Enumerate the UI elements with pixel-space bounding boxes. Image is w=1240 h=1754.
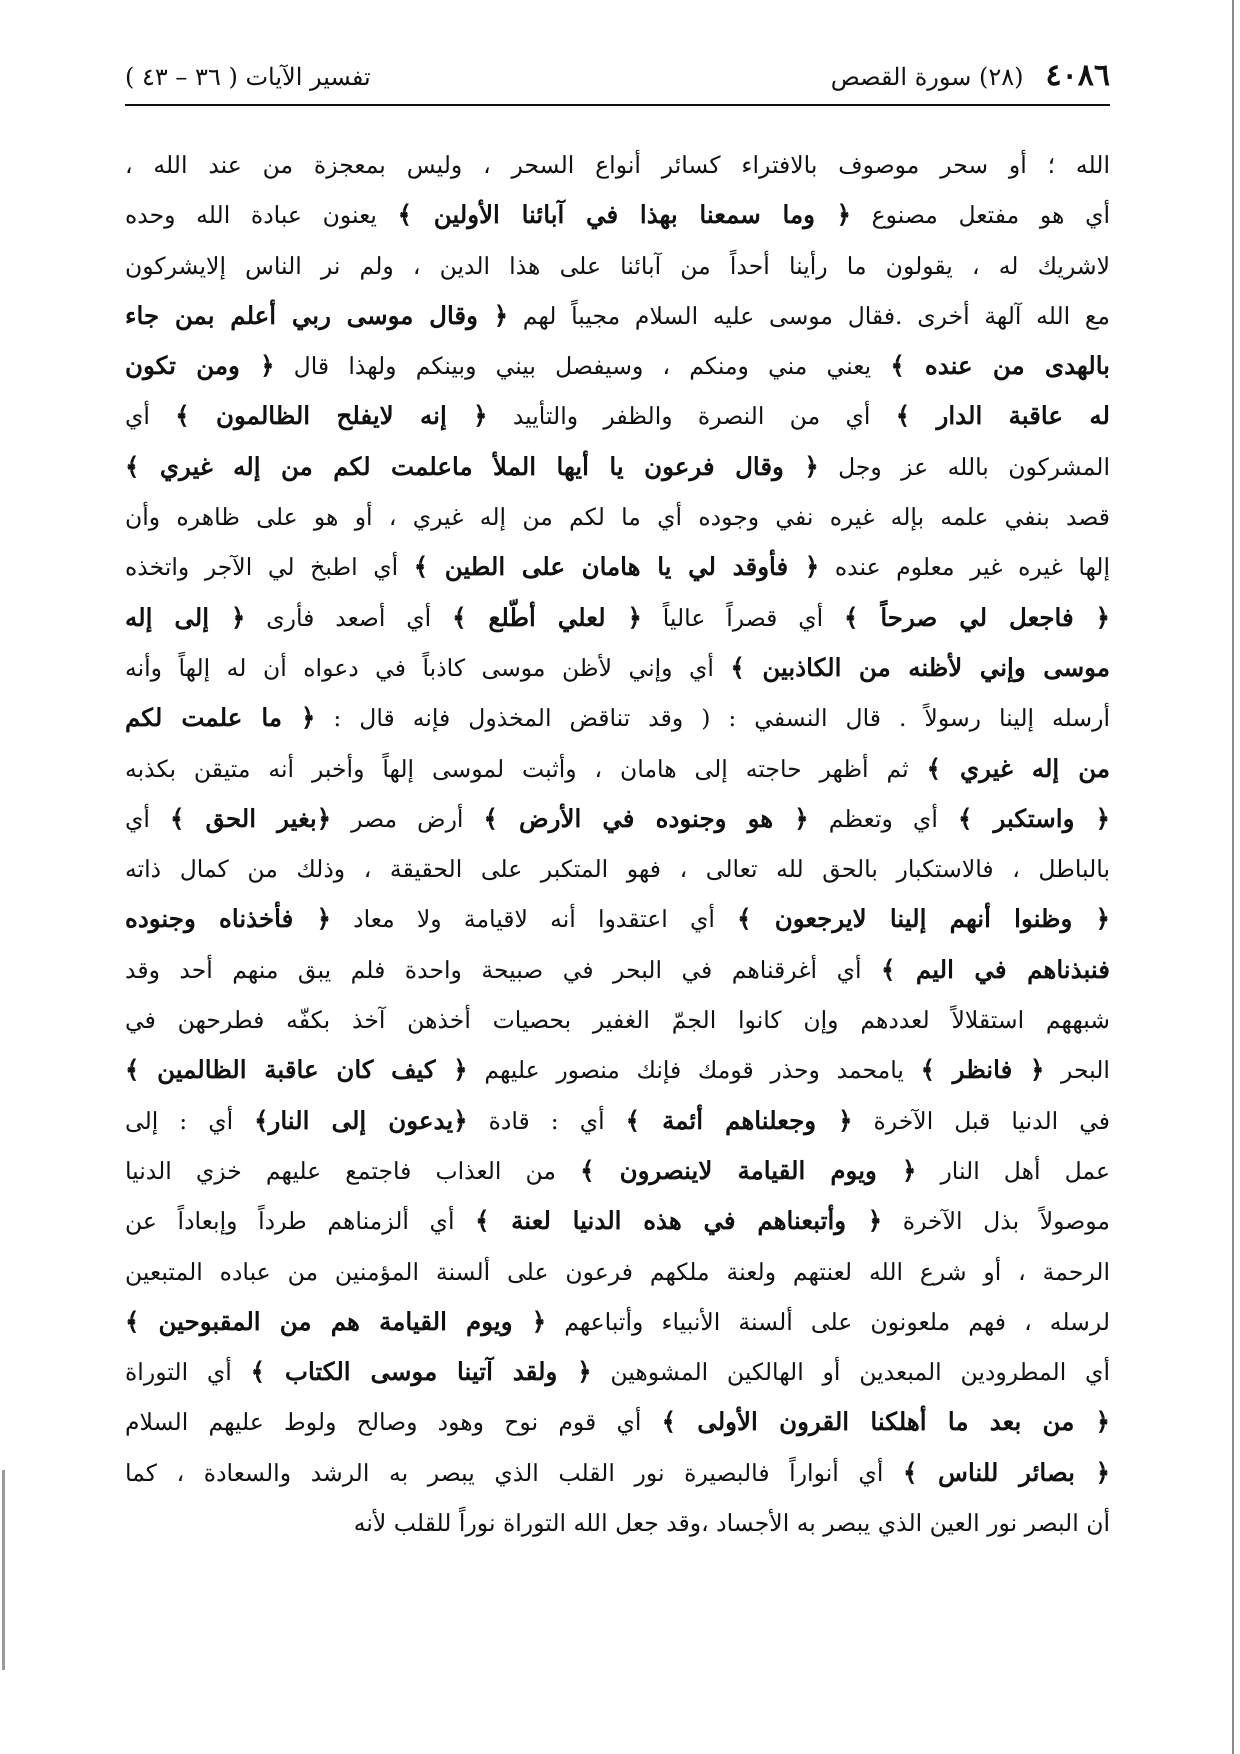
commentary-text: البحر (1061, 1056, 1110, 1085)
page-edge-shadow (1232, 0, 1234, 1754)
quran-verse-text: ﴿ وأتبعناهم في هذه الدنيا لعنة ﴾ (475, 1206, 883, 1236)
commentary-text: إلها غيره غير معلوم عنده (834, 553, 1110, 582)
commentary-text: أن البصر نور العين الذي يبصر به الأجساد ،وقد جعل الله التوراة نوراً للقلب لأنه (353, 1509, 1110, 1538)
page-number: ٤٠٨٦ (1045, 58, 1110, 93)
text-line (125, 1448, 1110, 1498)
text-line (125, 1196, 1110, 1246)
quran-verse-text: ﴿ ويوم القيامة لاينصرون ﴾ (580, 1155, 917, 1185)
commentary-text: يامحمد وحذر قومك فإنك منصور عليهم (484, 1056, 904, 1085)
scan-binding-mark (2, 1470, 5, 1670)
text-line (125, 744, 1110, 794)
text-line (125, 140, 1110, 190)
commentary-text: أي : قادة (488, 1106, 605, 1135)
header-rule (125, 104, 1110, 106)
quran-verse-text: ﴿ فأخذناه وجنوده (125, 904, 331, 934)
quran-verse-text: له عاقبة الدار ﴾ (895, 401, 1110, 431)
text-line (125, 643, 1110, 693)
quran-verse-text: ﴿ وجعلناهم أئمة ﴾ (625, 1105, 853, 1135)
commentary-text: عمل أهل النار (940, 1156, 1110, 1185)
commentary-text: أرسله إلينا رسولاً . قال النسفي : ( وقد تناقض المخذول فإنه قال : (333, 704, 1110, 733)
commentary-text: بالباطل ، فالاستكبار بالحق لله تعالى ، فهو المتكبر على الحقيقة ، وذلك من كمال ذاته (125, 855, 1110, 884)
text-line (125, 995, 1110, 1045)
section-title: تفسير الآيات ( ٣٦ – ٤٣ ) (125, 63, 371, 91)
commentary-text: شبههم استقلالاً لعددهم وإن كانوا الجمّ الغفير بحصيات أخذهن آخذ بكفّه فطرحهن في (125, 1006, 1110, 1035)
text-line (125, 1045, 1110, 1095)
quran-verse-text: ﴿ ومن تكون (125, 351, 275, 381)
quran-verse-text: ﴿بغير الحق ﴾ (170, 803, 332, 833)
text-line (125, 693, 1110, 743)
text-line (125, 894, 1110, 944)
commentary-text: أي اعتقدوا أنه لاقيامة ولا معاد (353, 905, 715, 934)
text-line (125, 1096, 1110, 1146)
commentary-text: ثم أظهر حاجته إلى هامان ، وأثبت لموسى إلهاً وأخبر أنه متيقن بكذبه (125, 754, 909, 783)
commentary-text: أي من النصرة والظفر والتأييد (512, 402, 871, 431)
quran-verse-text: ﴿ ما علمت لكم (125, 703, 316, 733)
commentary-text: المشركون بالله عز وجل (838, 452, 1110, 481)
quran-verse-text: ﴿ فأوقد لي يا هامان على الطين ﴾ (413, 552, 820, 582)
quran-verse-text: ﴿ ولقد آتينا موسى الكتاب ﴾ (250, 1357, 592, 1387)
text-line (125, 442, 1110, 492)
text-line (125, 945, 1110, 995)
quran-verse-text: ﴿ وما سمعنا بهذا في آبائنا الأولين ﴾ (397, 200, 851, 230)
commentary-text: موصولاً بذل الآخرة (902, 1207, 1110, 1236)
text-line (125, 1498, 1110, 1548)
tafsir-body-text (125, 140, 1110, 1720)
text-line (125, 1347, 1110, 1397)
text-line (125, 1297, 1110, 1347)
commentary-text: في الدنيا قبل الآخرة (873, 1106, 1110, 1135)
quran-verse-text: ﴿ وقال موسى ربي أعلم بمن جاء (125, 300, 509, 330)
commentary-text: يعني مني ومنكم ، وسيفصل بيني وبينكم ولهذا قال (293, 352, 872, 381)
commentary-text: أي اطبخ لي الآجر واتخذه (125, 553, 399, 582)
quran-verse-text: ﴿ وظنوا أنهم إلينا لايرجعون ﴾ (737, 904, 1110, 934)
commentary-text: مع الله آلهة أخرى .فقال موسى عليه السلام مجيباً لهم (522, 301, 1110, 330)
text-line (125, 794, 1110, 844)
commentary-text: أي وإني لأظن موسى كاذباً في دعواه أن له إلهاً وأنه (125, 653, 714, 682)
quran-verse-text: من إله غيري ﴾ (926, 753, 1110, 783)
quran-verse-text: ﴿ وقال فرعون يا أيها الملأ ماعلمت لكم من إله غيري ﴾ (125, 451, 819, 481)
commentary-text: الله ؛ أو سحر موصوف بالافتراء كسائر أنواع السحر ، وليس بمعجزة من عند الله ، (125, 151, 1110, 179)
commentary-text: يعنون عبادة الله وحده (125, 201, 377, 230)
commentary-text: أي : إلى (125, 1106, 234, 1135)
commentary-text: أي هو مفتعل مصنوع (871, 201, 1110, 230)
quran-verse-text: ﴿ كيف كان عاقبة الظالمين ﴾ (125, 1055, 468, 1085)
commentary-text: أي (125, 804, 150, 833)
commentary-text: لاشريك له ، يقولون ما رأينا أحداً من آبائنا على هذا الدين ، ولم نر الناس إلايشركون (125, 251, 1110, 280)
quran-verse-text: ﴿ إنه لايفلح الظالمون ﴾ (175, 401, 488, 431)
text-line (125, 492, 1110, 542)
quran-verse-text: موسى وإني لأظنه من الكاذبين ﴾ (730, 652, 1110, 682)
quran-verse-text: ﴿ فاجعل لي صرحاً ﴾ (844, 602, 1110, 632)
commentary-text: أي أغرقناهم في البحر في صبيحة واحدة فلم يبق منهم أحد وقد (125, 955, 862, 984)
commentary-text: أي أنواراً فالبصيرة نور القلب الذي يبصر به الرشد والسعادة ، كما (125, 1458, 884, 1487)
text-line (125, 241, 1110, 291)
quran-verse-text: ﴿ إلى إله (125, 602, 246, 632)
commentary-text: أي المطرودين المبعدين أو الهالكين المشوهين (610, 1358, 1110, 1387)
commentary-text: أي قصراً عالياً (662, 603, 824, 632)
commentary-text: أي أصعد فأرى (266, 603, 432, 632)
commentary-text: أي (125, 402, 150, 431)
text-line (125, 542, 1110, 592)
commentary-text: أي التوراة (125, 1358, 232, 1387)
quran-verse-text: ﴿ لعلي أطّلع ﴾ (452, 602, 642, 632)
quran-verse-text: بالهدى من عنده ﴾ (890, 351, 1110, 381)
commentary-text: الرحمة ، أو شرع الله لعنتهم ولعنة ملكهم فرعون على ألسنة المؤمنين من عباده المتبعين (125, 1257, 1110, 1286)
quran-verse-text: ﴿ بصائر للناس ﴾ (903, 1457, 1110, 1487)
running-header (125, 58, 1110, 102)
commentary-text: قصد بنفي علمه بإله غيره نفي وجوده أي ما لكم من إله غيري ، أو هو على ظاهره وأن (125, 503, 1110, 532)
text-line (125, 593, 1110, 643)
quran-verse-text: ﴿ من بعد ما أهلكنا القرون الأولى ﴾ (661, 1407, 1110, 1437)
commentary-text: أي قوم نوح وهود وصالح ولوط عليهم السلام (125, 1408, 642, 1437)
text-line (125, 190, 1110, 240)
quran-verse-text: ﴿ ويوم القيامة هم من المقبوحين ﴾ (125, 1306, 547, 1336)
text-line (125, 1146, 1110, 1196)
text-line (125, 844, 1110, 894)
commentary-text: أي ألزمناهم طرداً وإبعاداً عن (125, 1207, 455, 1236)
commentary-text: أرض مصر (351, 804, 464, 833)
quran-verse-text: فنبذناهم في اليم ﴾ (881, 954, 1110, 984)
quran-verse-text: ﴿ واستكبر ﴾ (957, 803, 1110, 833)
text-line (125, 341, 1110, 391)
commentary-text: أي وتعظم (828, 804, 938, 833)
text-line (125, 1247, 1110, 1297)
text-line (125, 1397, 1110, 1447)
commentary-text: لرسله ، فهم ملعونون على ألسنة الأنبياء وأتباعهم (564, 1307, 1110, 1336)
quran-verse-text: ﴿ فانظر ﴾ (920, 1055, 1045, 1085)
commentary-text: من العذاب فاجتمع عليهم خزي الدنيا (125, 1156, 557, 1185)
text-line (125, 291, 1110, 341)
text-line (125, 391, 1110, 441)
quran-verse-text: ﴿ هو وجنوده في الأرض ﴾ (483, 803, 809, 833)
surah-name: (٢٨) سورة القصص (830, 63, 1024, 91)
quran-verse-text: ﴿يدعون إلى النار﴾ (254, 1105, 468, 1135)
